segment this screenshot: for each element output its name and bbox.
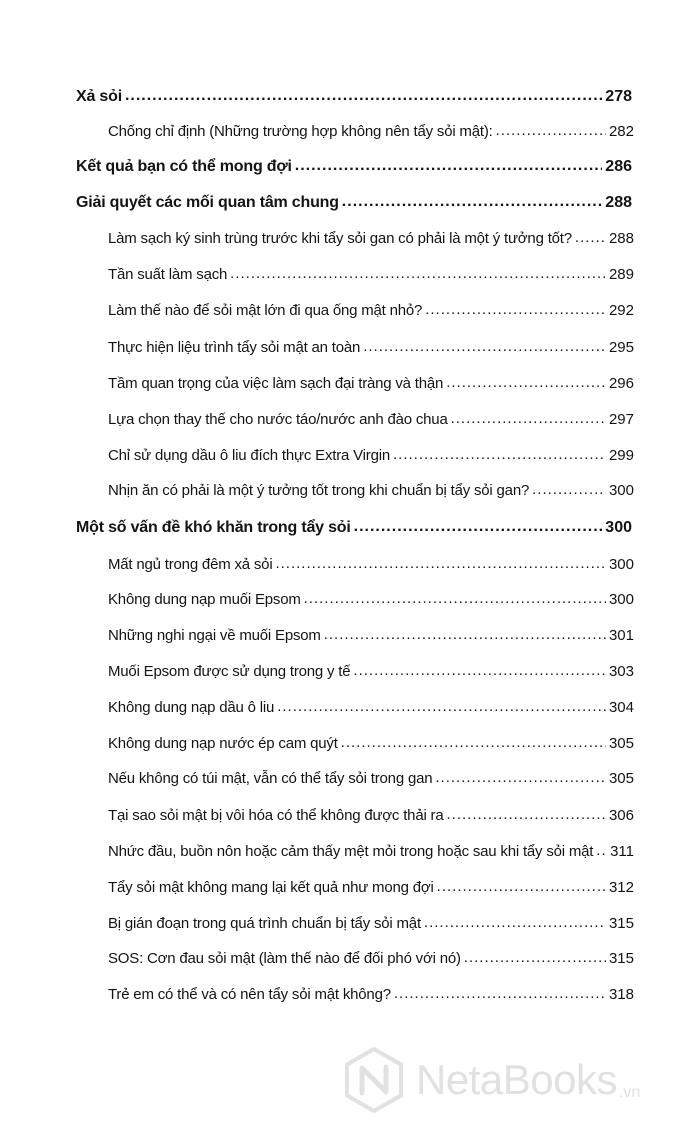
toc-page-number: 300 [608, 556, 634, 573]
toc-leader-dots [425, 301, 606, 318]
toc-page-number: 312 [608, 879, 634, 896]
toc-entry-title: Muối Epsom được sử dụng trong y tế [108, 663, 351, 680]
toc-entry-title: Nhức đầu, buồn nôn hoặc cảm thấy mệt mỏi trong hoặc sau khi tẩy sỏi mật [108, 843, 594, 860]
toc-leader-dots [446, 374, 606, 391]
toc-entry [108, 879, 634, 905]
toc-leader-dots [596, 842, 607, 859]
toc-page-number: 288 [608, 230, 634, 247]
toc-leader-dots [575, 229, 606, 246]
toc-page-number: 303 [608, 663, 634, 680]
toc-entry [76, 88, 632, 114]
toc-entry [108, 375, 634, 401]
toc-page-number: 311 [610, 843, 634, 860]
toc-entry [108, 591, 634, 617]
toc-page-number: 306 [608, 807, 634, 824]
toc-page-number: 300 [608, 482, 634, 499]
toc-entry [108, 627, 634, 653]
toc-page-number: 286 [605, 158, 632, 175]
toc-entry [108, 986, 634, 1012]
toc-entry-title: Chống chỉ định (Những trường hợp không nên tẩy sỏi mật): [108, 123, 493, 140]
toc-leader-dots [275, 555, 606, 572]
toc-page-number: 296 [608, 375, 634, 392]
toc-leader-dots [447, 806, 606, 823]
toc-leader-dots [277, 698, 606, 715]
toc-page-number: 295 [608, 339, 634, 356]
toc-entry-title: Không dung nạp dầu ô liu [108, 699, 275, 716]
toc-page-number: 305 [608, 770, 634, 787]
toc-entry-title: Tại sao sỏi mật bị vôi hóa có thể không được thải ra [108, 807, 444, 824]
toc-leader-dots [451, 410, 606, 427]
toc-page-number: 315 [608, 950, 634, 967]
toc-leader-dots [324, 626, 606, 643]
toc-entry [108, 339, 634, 365]
toc-leader-dots [304, 590, 606, 607]
netabooks-logo-icon [340, 1046, 408, 1114]
toc-entry [108, 123, 634, 149]
toc-entry-title: SOS: Cơn đau sỏi mật (làm thế nào để đối phó với nó) [108, 950, 461, 967]
toc-entry-title: Xả sỏi [76, 88, 122, 105]
toc-entry-title: Không dung nạp muối Epsom [108, 591, 301, 608]
toc-page-number: 315 [608, 915, 634, 932]
toc-leader-dots [354, 518, 603, 536]
toc-entry-title: Lựa chọn thay thế cho nước táo/nước anh đào chua [108, 411, 448, 428]
toc-entry [108, 770, 634, 796]
toc-entry [76, 194, 632, 220]
watermark-suffix: .vn [618, 1084, 641, 1101]
toc-leader-dots [424, 914, 606, 931]
netabooks-watermark [340, 1040, 690, 1120]
toc-entry [108, 266, 634, 292]
toc-entry [108, 447, 634, 473]
toc-entry [76, 158, 632, 184]
toc-leader-dots [464, 949, 606, 966]
toc-entry-title: Làm sạch ký sinh trùng trước khi tẩy sỏi gan có phải là một ý tưởng tốt? [108, 230, 572, 247]
toc-entry [108, 699, 634, 725]
toc-leader-dots [230, 265, 606, 282]
toc-page-number: 292 [608, 302, 634, 319]
toc-page-number: 300 [605, 519, 632, 536]
toc-entry-title: Mất ngủ trong đêm xả sỏi [108, 556, 273, 573]
toc-entry-title: Tầm quan trọng của việc làm sạch đại tràng và thận [108, 375, 444, 392]
toc-entry-title: Một số vấn đề khó khăn trong tẩy sỏi [76, 519, 351, 536]
toc-leader-dots [437, 878, 606, 895]
toc-page-number: 300 [608, 591, 634, 608]
toc-page-number: 305 [608, 735, 634, 752]
toc-page-number: 289 [608, 266, 634, 283]
toc-leader-dots [363, 338, 606, 355]
toc-leader-dots [496, 122, 606, 139]
toc-entry [76, 519, 632, 545]
toc-page-number: 278 [605, 88, 632, 105]
toc-entry-title: Trẻ em có thể và có nên tẩy sỏi mật không? [108, 986, 391, 1003]
toc-entry [108, 843, 634, 869]
toc-page-number: 282 [608, 123, 634, 140]
toc-leader-dots [394, 985, 606, 1002]
toc-entry-title: Nhịn ăn có phải là một ý tưởng tốt trong khi chuẩn bị tẩy sỏi gan? [108, 482, 530, 499]
toc-leader-dots [532, 481, 606, 498]
toc-leader-dots [342, 193, 603, 211]
toc-entry [108, 556, 634, 582]
toc-page-number: 318 [608, 986, 634, 1003]
toc-entry-title: Nếu không có túi mật, vẫn có thể tẩy sỏi trong gan [108, 770, 433, 787]
toc-page-number: 288 [605, 194, 632, 211]
toc-entry-title: Tần suất làm sạch [108, 266, 228, 283]
toc-leader-dots [341, 734, 606, 751]
toc-entry [108, 230, 634, 256]
toc-entry [108, 807, 634, 833]
toc-entry [108, 663, 634, 689]
toc-entry-title: Làm thế nào để sỏi mật lớn đi qua ống mật nhỏ? [108, 302, 423, 319]
toc-entry-title: Thực hiện liệu trình tẩy sỏi mật an toàn [108, 339, 361, 356]
toc-entry [108, 915, 634, 941]
toc-entry-title: Kết quả bạn có thể mong đợi [76, 158, 292, 175]
toc-leader-dots [295, 157, 603, 175]
toc-entry-title: Chỉ sử dụng dầu ô liu đích thực Extra Virgin [108, 447, 390, 464]
toc-leader-dots [353, 662, 606, 679]
toc-page-number: 297 [608, 411, 634, 428]
toc-leader-dots [435, 769, 606, 786]
toc-leader-dots [393, 446, 606, 463]
toc-entry-title: Những nghi ngại về muối Epsom [108, 627, 321, 644]
toc-entry-title: Không dung nạp nước ép cam quýt [108, 735, 338, 752]
toc-entry-title: Bị gián đoạn trong quá trình chuẩn bị tẩy sỏi mật [108, 915, 421, 932]
watermark-brand: NetaBooks [416, 1056, 617, 1103]
toc-entry [108, 411, 634, 437]
toc-entry [108, 482, 634, 508]
toc-leader-dots [125, 87, 602, 105]
toc-page-number: 299 [608, 447, 634, 464]
toc-page-number: 304 [608, 699, 634, 716]
toc-entry-title: Giải quyết các mối quan tâm chung [76, 194, 339, 211]
toc-entry [108, 302, 634, 328]
toc-entry-title: Tẩy sỏi mật không mang lại kết quả như mong đợi [108, 879, 434, 896]
toc-entry [108, 735, 634, 761]
toc-page-number: 301 [608, 627, 634, 644]
toc-entry [108, 950, 634, 976]
